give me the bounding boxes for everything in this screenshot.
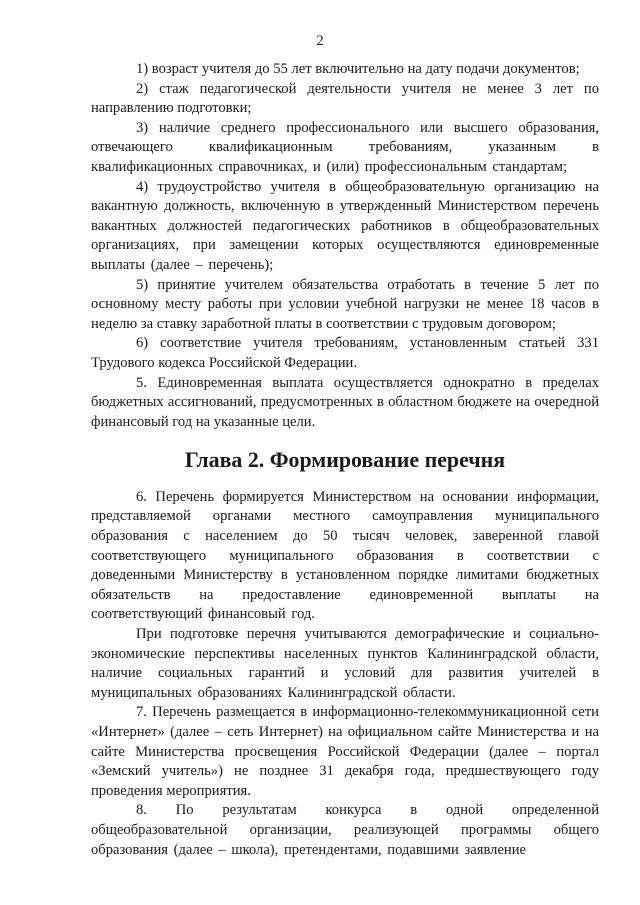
list-item-education: 3) наличие среднего профессионального или высшего образования, отвечающего квалификационным требованиям, указанным в квалификационных справочниках, и (или) профессиональным стандартам; [91,119,599,175]
document-body [91,60,599,860]
list-item-employment: 4) трудоустройство учителя в общеобразовательную организацию на вакантную должность, включенную в утвержденный Министерством перечень вакантных должностей педагогических работников в общеобразовательных организациях, при замещении которых осуществляются единовременные выплаты (далее – перечень); [91,178,599,273]
page-number: 2 [316,33,324,49]
paragraph-6: 6. Перечень формируется Министерством на основании информации, представляемой органами местного самоуправления муниципального образования с населением до 50 тысяч человек, заверенной главой соответствующего муниципального образования в соответствии с доведенными Министерству в установленном порядке лимитами бюджетных обязательств на предоставление единовременной выплаты на соответствующий финансовый год. [91,488,599,623]
paragraph-6-continued: При подготовке перечня учитываются демографические и социально-экономические перспективы населенных пунктов Калининградской области, наличие социальных гарантий и условий для развития учителей в муниципальных образованиях Калининградской области. [91,626,599,701]
chapter-heading: Глава 2. Формирование перечня [184,447,506,473]
spacer [91,470,599,488]
paragraph-7: 7. Перечень размещается в информационно-телекоммуникационной сети «Интернет» (далее – сеть Интернет) на официальном сайте Министерства и на сайте Министерства просвещения Российской Федерации (далее – портал «Земский учитель») не позднее 31 декабря года, предшествующего году проведения мероприятия. [91,704,599,799]
list-item-experience: 2) стаж педагогической деятельности учителя не менее 3 лет по направлению подготовки; [91,80,599,117]
list-item-age: 1) возраст учителя до 55 лет включительно на дату подачи документов; [136,61,580,77]
list-item-requirements: 6) соответствие учителя требованиям, установленным статьей 331 Трудового кодекса Российской Федерации. [91,335,599,371]
list-item-obligation: 5) принятие учителем обязательства отработать в течение 5 лет по основному месту работы при условии учебной нагрузки не менее 18 часов в неделю за ставку заработной платы в соответствии с трудовым договором; [91,276,599,332]
paragraph-8: 8. По результатам конкурса в одной определенной общеобразовательной организации, реализующей программы общего образования (далее – школа), претендентами, подавшими заявление [91,802,599,858]
paragraph-5: 5. Единовременная выплата осуществляется однократно в пределах бюджетных ассигнований, предусмотренных в областном бюджете на очередной финансовый год на указанные цели. [91,374,599,430]
